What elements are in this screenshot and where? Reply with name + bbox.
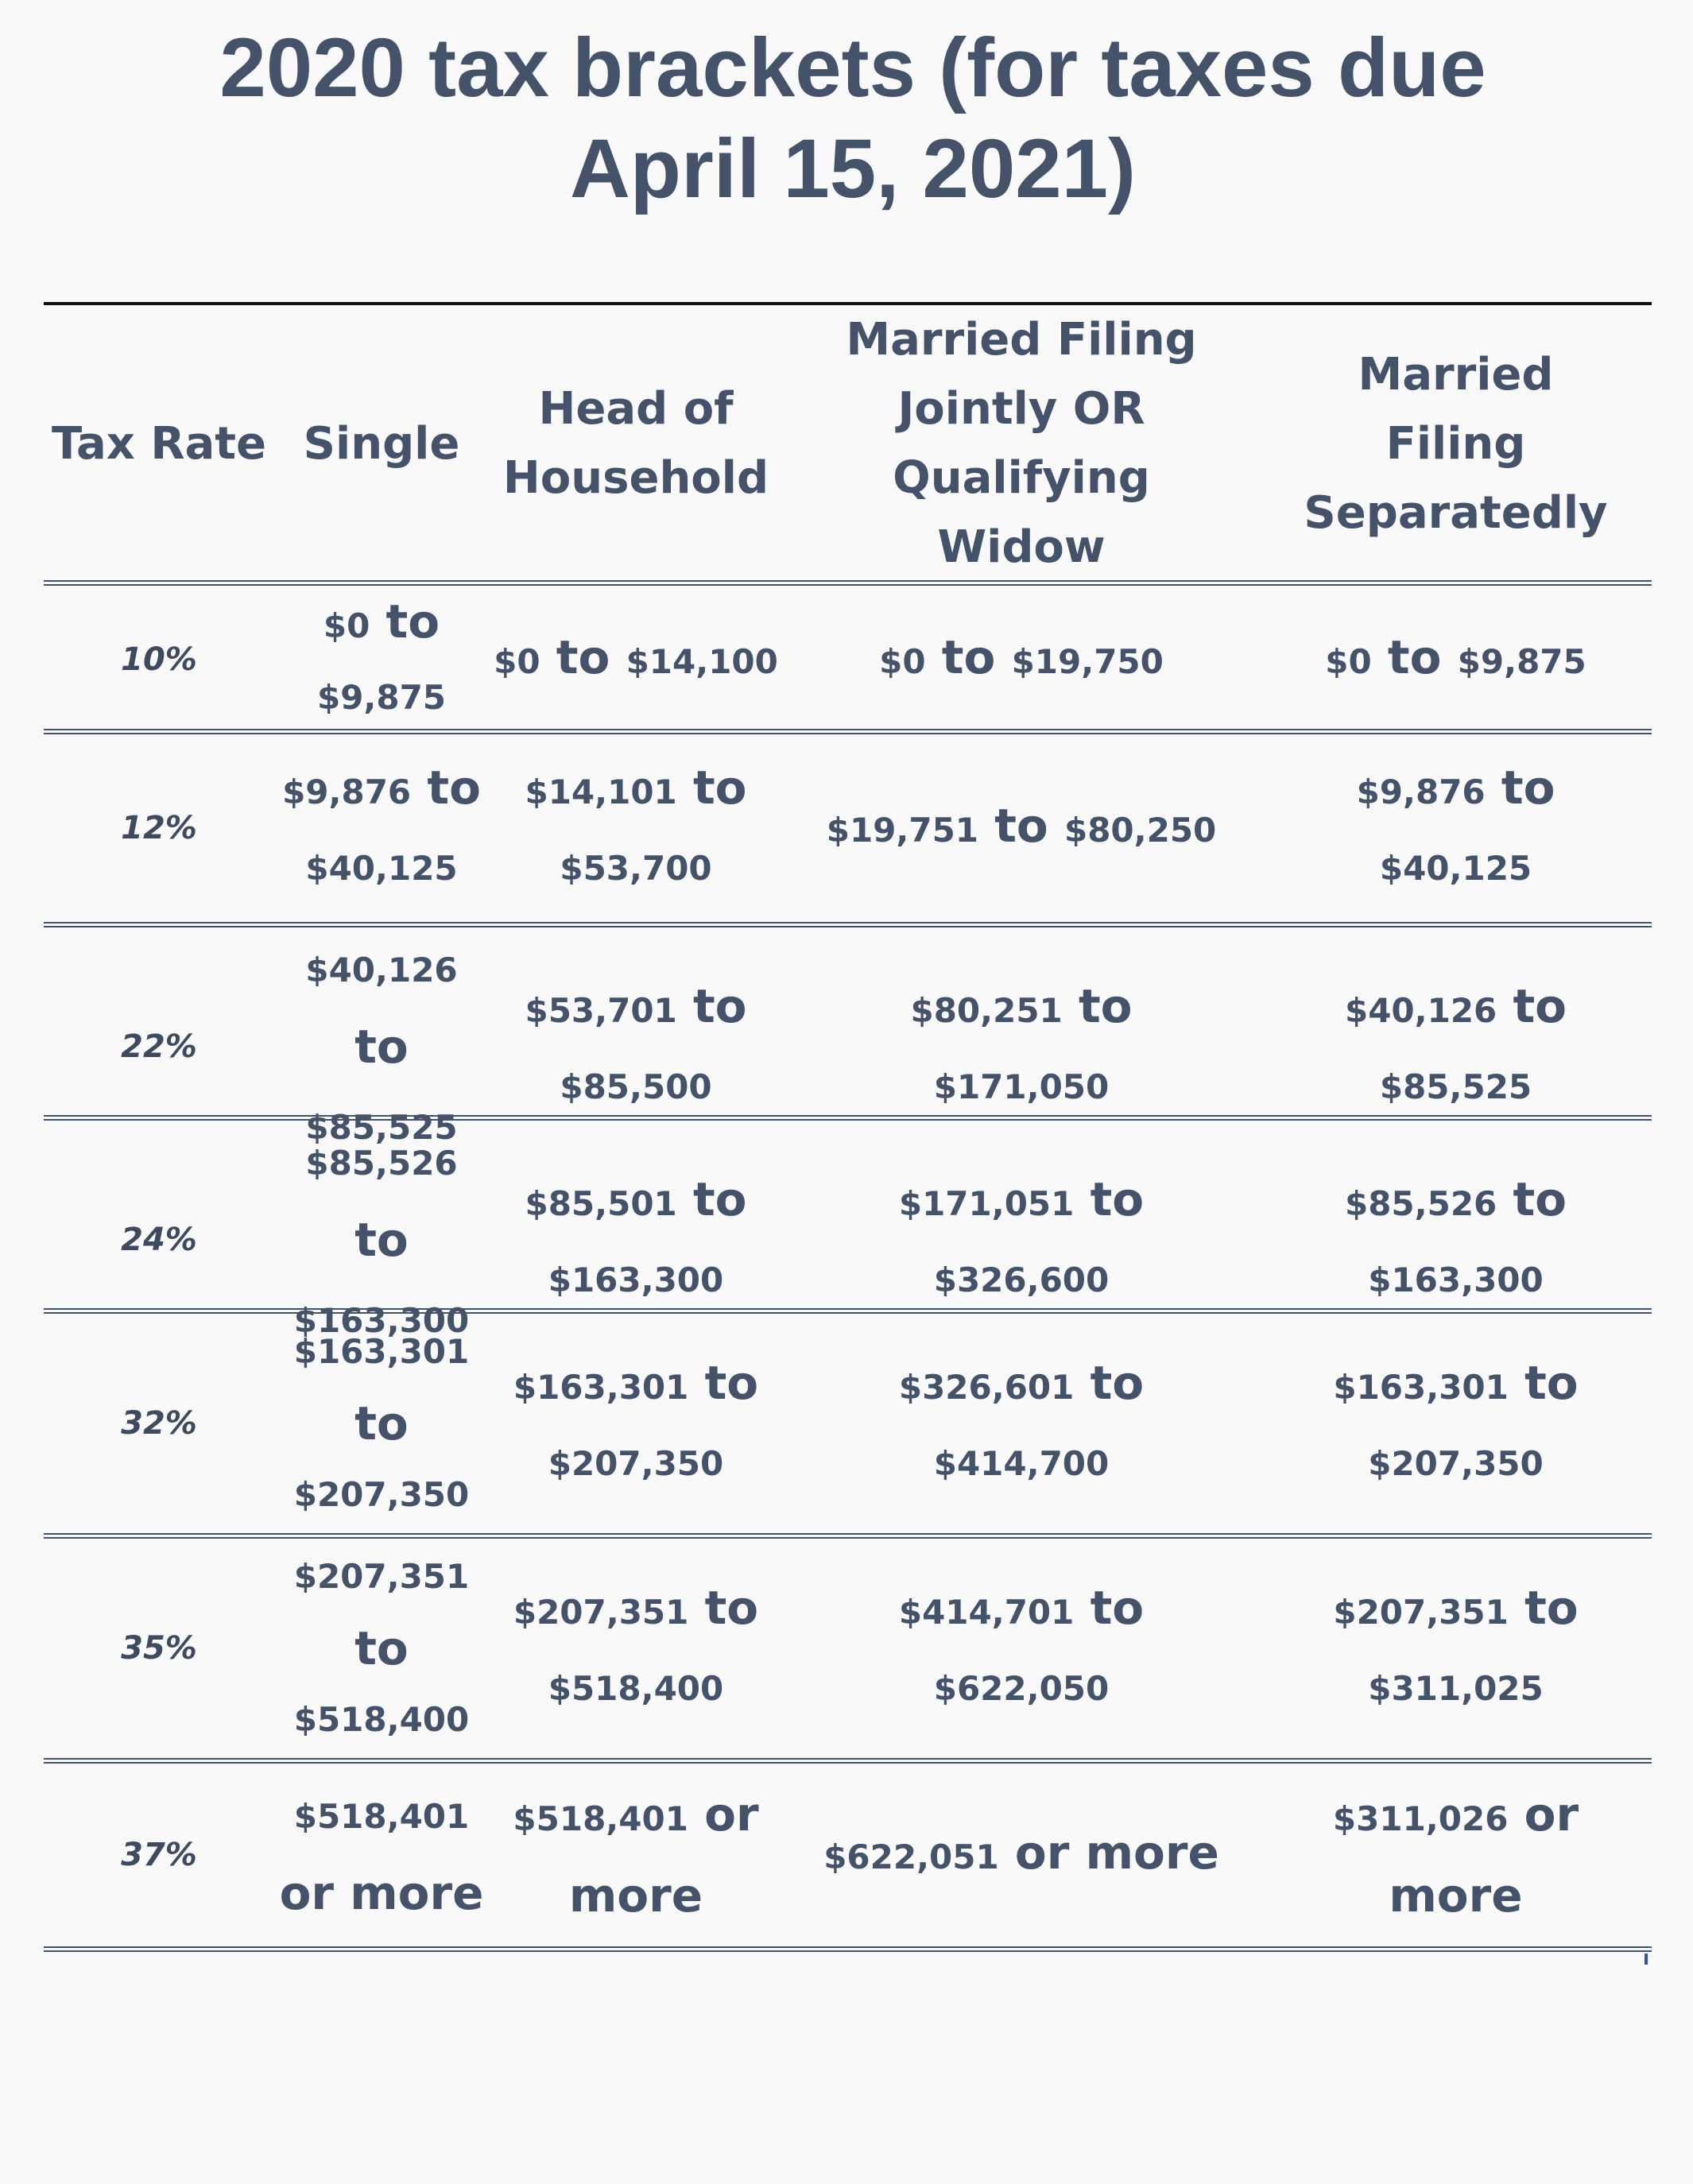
tax-rate: 32% [121, 1405, 197, 1442]
title-line-1: 2020 tax brackets (for taxes due [219, 21, 1486, 114]
tax-rate: 12% [121, 810, 197, 846]
mfs-range: $0 to $9,875 [1325, 630, 1586, 684]
tax-bracket-table [44, 302, 1652, 1952]
single-range: $40,126 to $85,525 [305, 951, 458, 1147]
table-row [44, 586, 1652, 734]
mfs-range: $163,301 to $207,350 [1333, 1356, 1579, 1483]
header-married-filing-jointly: Married Filing Jointly OR Qualifying Widow [846, 314, 1197, 573]
table-row [44, 927, 1652, 1147]
header-head-of-household: Head of Household [502, 383, 769, 504]
mfj-range: $622,051 or more [823, 1826, 1219, 1880]
single-range: $0 to $9,875 [316, 594, 447, 717]
mfj-range: $326,601 to $414,700 [898, 1356, 1145, 1483]
hoh-range: $0 to $14,100 [494, 630, 778, 684]
single-range: $85,526 to $163,300 [293, 1144, 470, 1340]
tax-rate: 10% [121, 641, 197, 678]
table-header-row [44, 305, 1652, 586]
header-married-filing-separately: Married Filing Separatedly [1304, 348, 1608, 539]
tax-rate: 35% [121, 1630, 197, 1667]
title-line-2: April 15, 2021) [569, 122, 1137, 215]
single-range: $518,401 or more [279, 1797, 484, 1920]
header-tax-rate: Tax Rate [51, 417, 267, 470]
mfs-range: $40,126 to $85,525 [1344, 979, 1567, 1106]
single-range: $9,876 to $40,125 [282, 761, 481, 888]
mfj-range: $19,751 to $80,250 [826, 799, 1217, 853]
hoh-range: $53,701 to $85,500 [525, 979, 747, 1106]
table-row [44, 1539, 1652, 1764]
header-single: Single [303, 417, 460, 470]
mfs-range: $85,526 to $163,300 [1344, 1172, 1567, 1299]
mfs-range: $311,026 or more [1332, 1787, 1579, 1923]
corner-mark [1645, 1954, 1648, 1965]
hoh-range: $14,101 to $53,700 [525, 761, 747, 888]
tax-rate: 22% [121, 1028, 197, 1065]
mfj-range: $171,051 to $326,600 [898, 1172, 1145, 1299]
tax-rate: 37% [121, 1837, 197, 1873]
table-row [44, 1764, 1652, 1952]
mfs-range: $9,876 to $40,125 [1356, 761, 1555, 888]
single-range: $207,351 to $518,400 [293, 1557, 470, 1739]
mfj-range: $414,701 to $622,050 [898, 1581, 1145, 1708]
mfj-range: $80,251 to $171,050 [910, 979, 1133, 1106]
hoh-range: $207,351 to $518,400 [513, 1581, 759, 1708]
tax-rate: 24% [121, 1222, 197, 1258]
mfs-range: $207,351 to $311,025 [1333, 1581, 1579, 1708]
table-row [44, 1121, 1652, 1340]
hoh-range: $85,501 to $163,300 [525, 1172, 747, 1299]
mfj-range: $0 to $19,750 [879, 630, 1164, 684]
table-row [44, 734, 1652, 927]
hoh-range: $518,401 or more [513, 1787, 759, 1923]
page-title [0, 17, 1693, 219]
table-row [44, 1314, 1652, 1539]
single-range: $163,301 to $207,350 [293, 1332, 470, 1514]
hoh-range: $163,301 to $207,350 [513, 1356, 759, 1483]
